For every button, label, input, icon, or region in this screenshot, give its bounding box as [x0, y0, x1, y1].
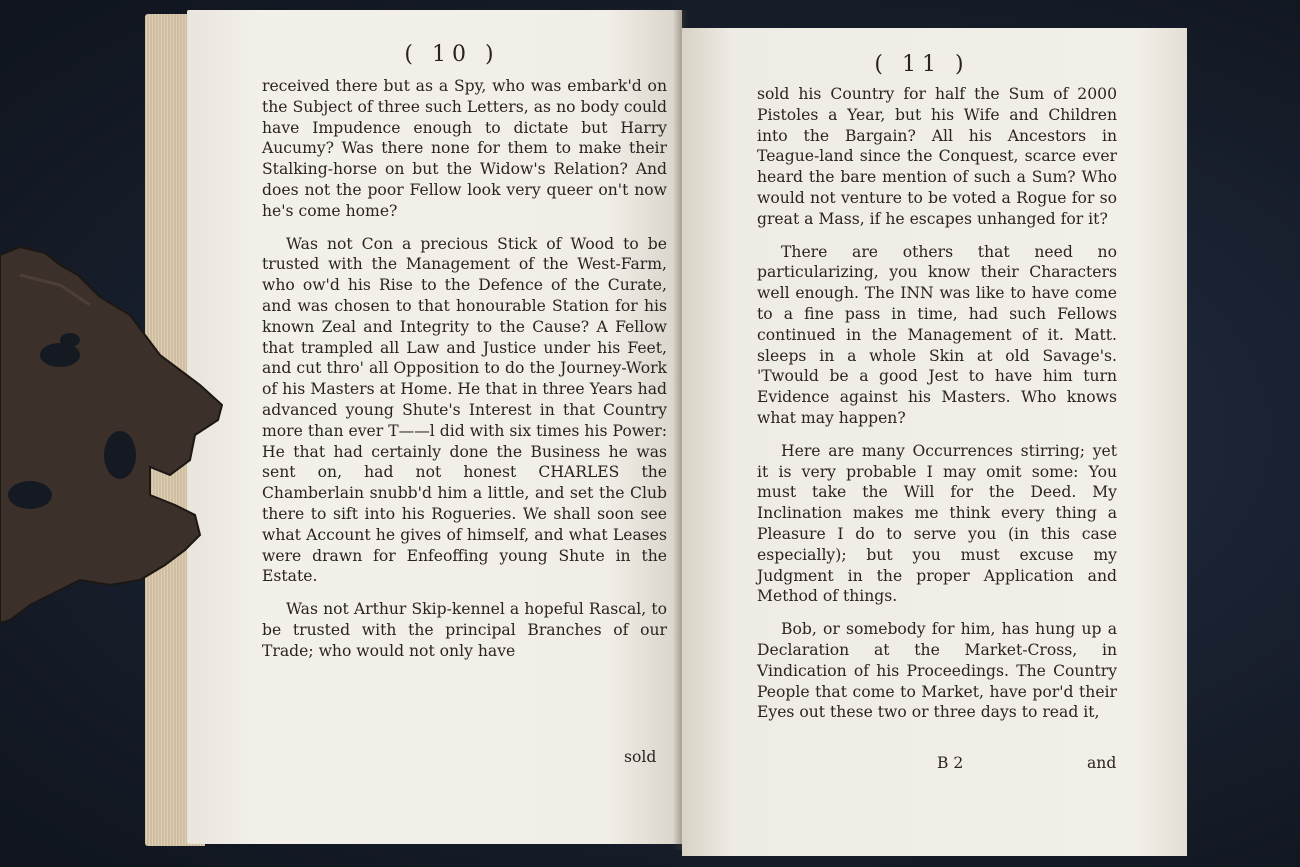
right-page-text	[757, 84, 1117, 723]
right-paragraph-3: Here are many Occurrences stirring; yet it is very probable I may omit some: You must take the Will for the Deed. My Inclination makes me think every thing a Pleasure I do to serve you (in this case especially); but you must excuse my Judgment in the proper Application and Method of things.	[757, 441, 1117, 606]
left-page	[187, 10, 682, 844]
left-paragraph-1: received there but as a Spy, who was embark'd on the Subject of three such Letters, as no body could have Impudence enough to dictate but Harry Aucumy? Was there none for them to make their Stalking-horse on but the Widow's Relation? And does not the poor Fellow look very queer on't now he's come home?	[262, 77, 667, 220]
catchword-left: sold	[624, 748, 657, 766]
right-paragraph-2: There are others that need no particularizing, you know their Characters well enough. The INN was like to have come to a fine pass in time, had such Fellows continued in the Management of it. Matt. sleeps in a whole Skin at old Savage's. 'Twould be a good Jest to have him turn Evidence against his Masters. Who knows what may happen?	[757, 242, 1117, 427]
page-number-right: ( 11 )	[874, 52, 970, 77]
right-page	[682, 28, 1187, 856]
left-paragraph-3: Was not Arthur Skip-kennel a hopeful Rascal, to be trusted with the principal Branches of our Trade; who would not only have	[262, 600, 667, 660]
open-book	[145, 10, 1190, 850]
right-paragraph-1: sold his Country for half the Sum of 2000 Pistoles a Year, but his Wife and Children into the Bargain? All his Ancestors in Teague-land since the Conquest, scarce ever heard the bare mention of such a Sum? Who would not venture to be voted a Rogue for so great a Mass, if he escapes unhanged for it?	[757, 85, 1117, 228]
metal-book-clip	[0, 245, 225, 625]
left-page-text	[262, 76, 667, 662]
signature-mark: B 2	[937, 754, 964, 772]
right-paragraph-4: Bob, or somebody for him, has hung up a Declaration at the Market-Cross, in Vindication of his Proceedings. The Country People that come to Market, have por'd their Eyes out these two or three days to read it,	[757, 620, 1117, 722]
catchword-right: and	[1087, 754, 1117, 772]
page-number-left: ( 10 )	[404, 42, 500, 67]
left-paragraph-2: Was not Con a precious Stick of Wood to be trusted with the Management of the West-Farm, who ow'd his Rise to the Defence of the Curate, and was chosen to that honourable Station for his known Zeal and Integrity to the Cause? A Fellow that trampled all Law and Justice under his Feet, and cut thro' all Opposition to do the Journey-Work of his Masters at Home. He that in three Years had advanced young Shute's Interest in that Country more than ever T——l did with six times his Power: He that had certainly done the Business he was sent on, had not honest CHARLES the Chamberlain snubb'd him a little, and set the Club there to sift into his Rogueries. We shall soon see what Account he gives of himself, and what Leases were drawn for Enfeoffing young Shute in the Estate.	[262, 234, 667, 586]
